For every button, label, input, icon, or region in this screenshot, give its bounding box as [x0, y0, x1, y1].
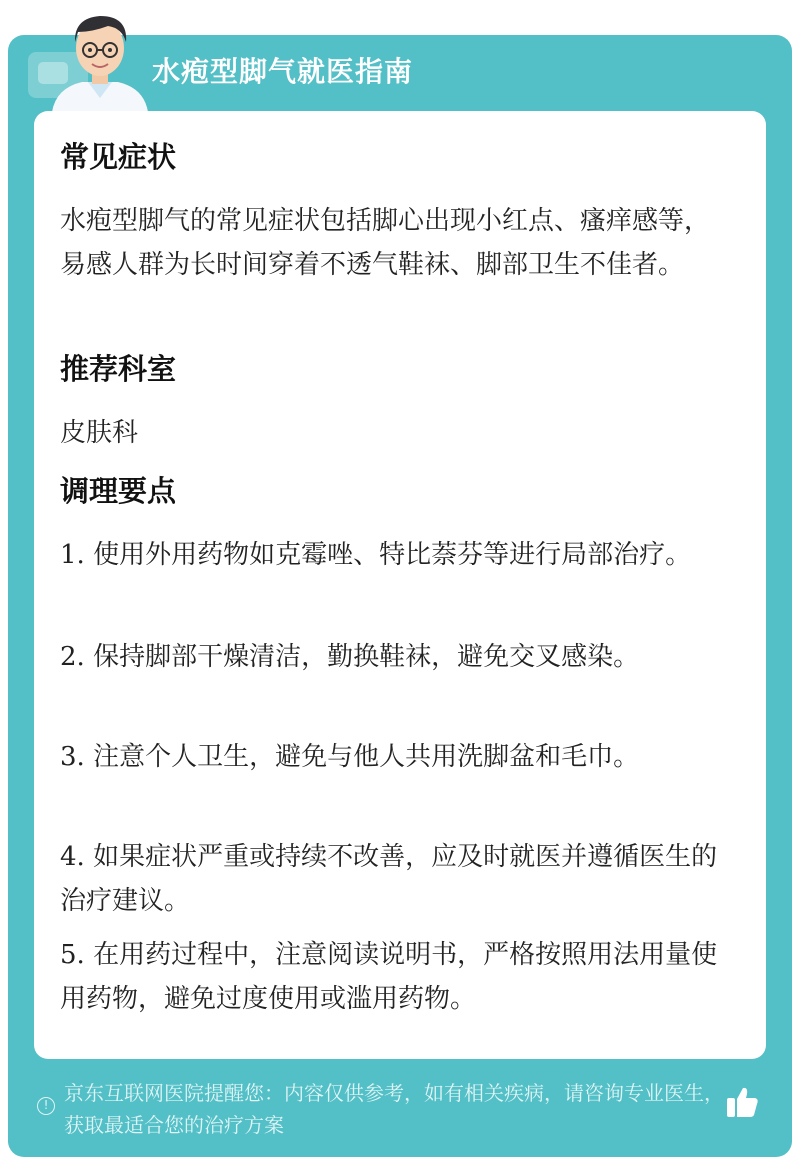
info-icon: ! [37, 1097, 55, 1115]
care-item-number: 5. [60, 940, 85, 970]
department-text: 皮肤科 [60, 418, 139, 448]
care-item-1 [60, 533, 730, 577]
care-heading: 调理要点 [60, 474, 177, 508]
care-item-text: 保持脚部干燥清洁，勤换鞋袜，避免交叉感染。 [93, 642, 640, 672]
care-item-number: 2. [60, 642, 85, 672]
page-title: 水疱型脚气就医指南 [152, 55, 414, 88]
footer-disclaimer: 京东互联网医院提醒您：内容仅供参考，如有相关疾病，请咨询专业医生，获取最适合您的治疗方案 [64, 1081, 724, 1137]
symptoms-heading: 常见症状 [60, 140, 177, 174]
care-item-text: 注意个人卫生，避免与他人共用洗脚盆和毛巾。 [93, 742, 640, 772]
care-item-text: 使用外用药物如克霉唑、特比萘芬等进行局部治疗。 [93, 540, 692, 570]
symptoms-text: 水疱型脚气的常见症状包括脚心出现小红点、瘙痒感等，易感人群为长时间穿着不透气鞋袜、脚部卫生不佳者。 [60, 206, 711, 280]
care-item-text: 如果症状严重或持续不改善，应及时就医并遵循医生的治疗建议。 [60, 842, 718, 916]
care-item-number: 3. [60, 742, 85, 772]
care-item-number: 1. [60, 540, 85, 570]
care-item-number: 4. [60, 842, 85, 872]
care-item-4 [60, 835, 730, 923]
doctor-avatar [48, 10, 152, 112]
department-heading: 推荐科室 [60, 352, 177, 386]
care-item-2 [60, 635, 730, 679]
care-item-text: 在用药过程中，注意阅读说明书，严格按照用法用量使用药物，避免过度使用或滥用药物。 [60, 940, 718, 1014]
care-item-5 [60, 933, 730, 1021]
content-card [34, 111, 766, 1059]
care-item-3 [60, 735, 730, 779]
thumbs-up-icon[interactable] [724, 1084, 760, 1120]
